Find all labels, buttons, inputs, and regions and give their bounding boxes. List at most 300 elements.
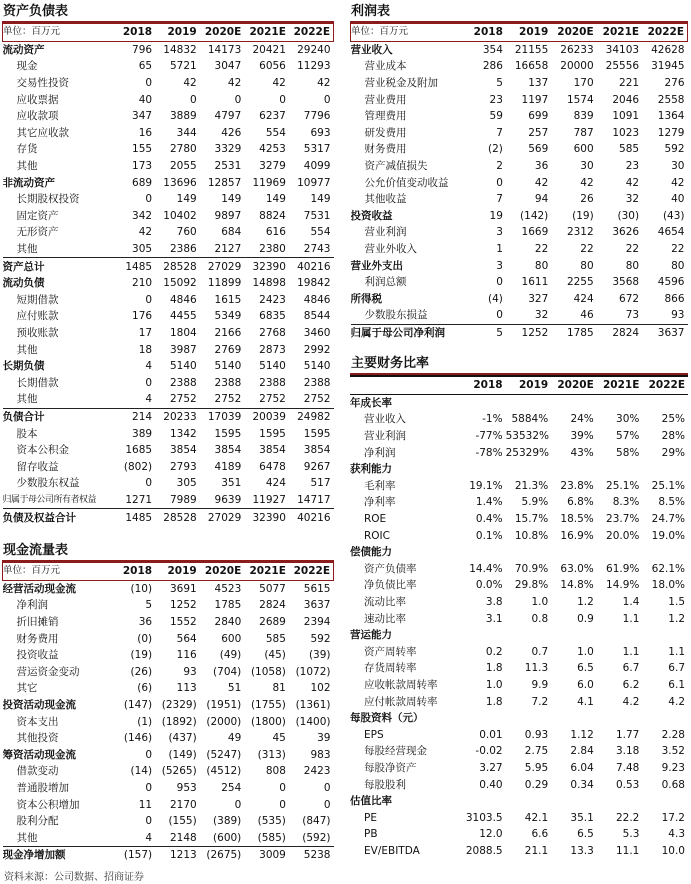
cell-value: 5884%: [511, 413, 549, 426]
cell-value: (600): [200, 830, 245, 847]
cell-value: (6): [137, 682, 153, 695]
cell-value: 42: [138, 226, 153, 239]
cell-value: 5238: [303, 849, 331, 862]
cell-value: 23.7%: [606, 513, 640, 526]
year-header: 2019: [155, 24, 200, 42]
cell-value: 6835: [259, 310, 286, 323]
cell-value: 2127: [200, 241, 245, 258]
cell-value: 23: [625, 160, 640, 173]
year-header: 2021E: [244, 24, 289, 42]
cell-value: 24982: [297, 410, 331, 423]
cell-value: 25%: [661, 413, 685, 426]
table-row: [3, 158, 334, 175]
cell-value: 19.1%: [469, 479, 503, 492]
cell-value: 0: [323, 798, 331, 811]
cell-value: 4846: [169, 293, 197, 306]
cell-value: 16.9%: [560, 529, 594, 542]
table-row: [3, 241, 334, 258]
cell-value: 2824: [259, 599, 286, 612]
cell-value: 6.5: [577, 662, 594, 675]
cell-value: 2046: [612, 93, 640, 106]
cell-value: 2386: [155, 241, 200, 258]
row-label: 投资活动现金流: [2, 699, 76, 712]
cell-value: 1.4: [622, 596, 640, 609]
cell-value: 30: [580, 160, 594, 173]
cell-value: 1.4%: [475, 496, 503, 509]
cell-value: 3.52: [661, 745, 685, 758]
table-row: [3, 830, 334, 847]
ratios-panel: [350, 356, 688, 859]
table-row: [3, 847, 334, 864]
cell-value: 21155: [514, 43, 549, 56]
cell-value: 20233: [163, 410, 197, 423]
row-label: 流动负债: [2, 277, 45, 290]
cell-value: 0.0%: [475, 579, 503, 592]
cell-value: 42.1: [524, 811, 549, 824]
row-label: 长期股权投资: [16, 193, 80, 206]
cell-value: 30%: [616, 413, 640, 426]
cell-value: 2558: [657, 93, 685, 106]
cell-value: 3637: [303, 599, 331, 612]
row-label: 营运资金变动: [16, 665, 80, 678]
cell-value: 12857: [207, 176, 242, 189]
cell-value: 42: [580, 176, 594, 189]
year-header: 2021E: [597, 376, 643, 394]
cell-value: 9897: [214, 209, 242, 222]
cell-value: 149: [221, 193, 242, 206]
cell-value: 4189: [214, 460, 242, 473]
table-row: [3, 747, 334, 764]
year-header: 2020E: [551, 24, 596, 42]
table-row: [350, 511, 688, 528]
table-row: [351, 307, 688, 324]
table-row: [351, 108, 688, 125]
cell-value: (146): [123, 732, 153, 745]
cell-value: 2992: [303, 343, 331, 356]
table-row: [351, 125, 688, 142]
cell-value: 11969: [252, 176, 286, 189]
cell-value: 3009: [259, 849, 286, 862]
table-row: [3, 308, 334, 325]
table-row: [3, 408, 334, 425]
row-label: PE: [364, 811, 377, 824]
cell-value: (4): [488, 292, 503, 305]
cell-value: 116: [176, 649, 197, 662]
cell-value: 592: [310, 632, 331, 645]
cell-value: 22.2: [615, 811, 640, 824]
cell-value: 6056: [259, 60, 286, 73]
cell-value: 1685: [125, 444, 153, 457]
cell-value: 26: [580, 193, 594, 206]
row-label: 其他投资: [16, 732, 59, 745]
cell-value: 5.95: [524, 761, 549, 774]
cell-value: 15092: [163, 277, 197, 290]
cell-value: 4: [145, 360, 153, 373]
table-row: [350, 478, 688, 495]
cell-value: 27029: [207, 260, 242, 273]
table-row: [350, 776, 688, 793]
section-heading: 营运能力: [350, 629, 392, 642]
cell-value: 2170: [169, 798, 197, 811]
cell-value: 39%: [570, 430, 594, 443]
cell-value: (313): [257, 748, 286, 761]
cell-value: 28528: [163, 260, 197, 273]
cell-value: 6.7: [668, 662, 685, 675]
cell-value: 1611: [521, 276, 549, 289]
cell-value: 173: [132, 160, 153, 173]
table-row: [350, 527, 688, 544]
cell-value: 170: [573, 77, 594, 90]
cell-value: 6.5: [577, 828, 594, 841]
cell-value: 2388: [303, 376, 331, 389]
year-header: 2018: [111, 563, 156, 581]
cell-value: 13.3: [570, 844, 594, 857]
row-label: 应收款项: [16, 110, 59, 123]
cell-value: 5140: [259, 360, 286, 373]
cell-value: 0.34: [570, 778, 594, 791]
row-label: 归属于母公司净利润: [350, 326, 445, 339]
cell-value: 42: [183, 77, 197, 90]
table-row: [3, 492, 334, 509]
row-label: 营业税金及附加: [364, 77, 438, 90]
cell-value: 3279: [259, 160, 286, 173]
cell-value: (2000): [206, 715, 242, 728]
cell-value: 2.75: [524, 745, 549, 758]
cell-value: 7.2: [531, 695, 549, 708]
table-header-row: [350, 376, 688, 394]
table-row: [350, 843, 688, 860]
cell-value: 689: [132, 176, 153, 189]
cell-value: 1.1: [668, 645, 685, 658]
cell-value: 2166: [214, 326, 242, 339]
cell-value: 0.1%: [475, 529, 503, 542]
unit-label: 单位：百万元: [3, 563, 111, 581]
cell-value: 1.8: [485, 695, 503, 708]
cell-value: (2675): [206, 849, 242, 862]
cell-value: 5721: [169, 60, 197, 73]
cell-value: 2423: [303, 765, 331, 778]
cell-value: 93: [183, 665, 197, 678]
cell-value: (5265): [161, 765, 197, 778]
table-row: [350, 760, 688, 777]
cell-value: 22: [534, 243, 549, 256]
row-label: 其它应收款: [16, 126, 69, 139]
row-label: 其他: [3, 830, 111, 847]
year-header: 2021E: [597, 24, 642, 42]
cell-value: 1.77: [615, 728, 640, 741]
table-row: [351, 324, 688, 341]
row-label: 净负债比率: [364, 579, 417, 592]
table-row: [3, 580, 334, 597]
cell-value: 24%: [570, 413, 594, 426]
cell-value: 15.7%: [514, 513, 549, 526]
cell-value: 1364: [657, 110, 685, 123]
table-row: [3, 597, 334, 614]
cell-value: 42: [671, 176, 685, 189]
cell-value: (4512): [206, 765, 242, 778]
row-label: 其他收益: [364, 193, 407, 206]
cell-value: -0.02: [475, 745, 503, 758]
year-header: 2018: [111, 24, 156, 42]
cell-value: 19: [489, 209, 503, 222]
cell-value: 31945: [651, 60, 685, 73]
cell-value: 839: [573, 110, 594, 123]
cell-value: 0.01: [479, 728, 503, 741]
year-header: 2019: [506, 376, 552, 394]
cell-value: 4253: [259, 143, 286, 156]
cell-value: 17: [138, 326, 153, 339]
year-header: 2022E: [642, 376, 688, 394]
income-title: 利润表: [351, 4, 391, 19]
cell-value: 0.9: [577, 612, 594, 625]
table-row: [3, 630, 334, 647]
cell-value: 113: [176, 682, 197, 695]
cell-value: 20421: [252, 43, 286, 56]
row-label: 交易性投资: [16, 77, 69, 90]
cell-value: 342: [132, 209, 153, 222]
cell-value: (592): [289, 830, 334, 847]
cell-value: -1%: [482, 413, 503, 426]
table-row: [3, 75, 334, 92]
row-label: 流动比率: [364, 596, 406, 609]
cell-value: 0: [145, 815, 153, 828]
cell-value: 7: [496, 126, 503, 139]
cell-value: 11899: [207, 277, 242, 290]
table-row: [3, 341, 334, 358]
year-header: 2019: [506, 24, 551, 42]
cell-value: 3047: [214, 60, 242, 73]
cell-value: 1.0: [485, 678, 503, 691]
cell-value: 29240: [297, 43, 331, 56]
cell-value: 616: [265, 226, 286, 239]
cell-value: 347: [132, 110, 153, 123]
section-heading: 获利能力: [350, 463, 392, 476]
row-label: 其他: [16, 160, 38, 173]
cell-value: 1574: [566, 93, 594, 106]
table-row: [350, 494, 688, 511]
cell-value: 24.7%: [651, 513, 685, 526]
cell-value: 569: [528, 143, 549, 156]
cell-value: 0.53: [615, 778, 640, 791]
cell-value: 3568: [612, 276, 640, 289]
cell-value: 0: [190, 93, 197, 106]
cell-value: 2752: [155, 391, 200, 408]
cell-value: 32: [625, 193, 640, 206]
cell-value: 2388: [259, 376, 286, 389]
row-label: 应收票据: [16, 93, 59, 106]
row-label: 速动比率: [364, 612, 406, 625]
year-header: 2020E: [551, 376, 597, 394]
section-heading: 估值比率: [350, 795, 392, 808]
table-row: [3, 174, 334, 191]
cell-value: 3.8: [485, 596, 503, 609]
cell-value: 0: [496, 276, 503, 289]
cell-value: 426: [221, 126, 242, 139]
cell-value: 4654: [657, 226, 685, 239]
cell-value: 787: [573, 126, 594, 139]
cell-value: 5615: [303, 582, 331, 595]
table-row: [3, 697, 334, 714]
cell-value: 1252: [521, 326, 549, 339]
cell-value: 517: [310, 477, 331, 490]
cell-value: 10977: [297, 176, 331, 189]
cell-value: 45: [272, 732, 286, 745]
cell-value: 155: [132, 143, 153, 156]
cell-value: 32: [506, 307, 551, 324]
table-row: [3, 391, 334, 408]
cell-value: 0: [234, 93, 242, 106]
cell-value: 5.9%: [521, 496, 549, 509]
cell-value: 137: [528, 77, 549, 90]
cell-value: 2055: [169, 160, 197, 173]
cell-value: (2): [488, 143, 503, 156]
cell-value: 11293: [297, 60, 331, 73]
cell-value: 0.29: [524, 778, 549, 791]
cell-value: 10402: [163, 209, 197, 222]
cell-value: 94: [534, 193, 549, 206]
row-label: 营业费用: [364, 93, 407, 106]
cell-value: 6.8%: [567, 496, 594, 509]
table-row: [351, 224, 688, 241]
cell-value: 61.9%: [606, 562, 640, 575]
cell-value: (45): [264, 649, 286, 662]
row-label: 存货周转率: [364, 662, 417, 675]
cell-value: (437): [168, 732, 197, 745]
row-label: 固定资产: [16, 209, 59, 222]
table-row: [3, 125, 334, 142]
row-label: 预收账款: [16, 326, 59, 339]
cell-value: 2743: [289, 241, 334, 258]
cell-value: 14.4%: [469, 562, 503, 575]
cell-value: 11.1: [615, 844, 640, 857]
cell-value: 39: [317, 732, 331, 745]
cell-value: 81: [272, 682, 286, 695]
row-label: 每股经营现金: [364, 745, 427, 758]
table-row: [350, 577, 688, 594]
cell-value: (142): [520, 209, 549, 222]
cell-value: 9639: [200, 492, 245, 509]
cell-value: 4.2: [668, 695, 685, 708]
cell-value: 6.0: [577, 678, 594, 691]
row-label: 财务费用: [16, 632, 59, 645]
cell-value: 46: [551, 307, 596, 324]
cell-value: 5: [496, 326, 503, 339]
table-row: [3, 614, 334, 631]
cell-value: 42: [625, 176, 640, 189]
section-heading-row: [350, 544, 688, 561]
cell-value: 1485: [125, 260, 153, 273]
table-row: [3, 475, 334, 492]
row-label: 营业利润: [364, 226, 407, 239]
row-label: EPS: [364, 728, 384, 741]
cell-value: 80: [580, 259, 594, 272]
row-label: ROE: [364, 513, 387, 526]
cell-value: 1342: [169, 427, 197, 440]
cell-value: 354: [482, 43, 503, 56]
row-label: 负债及权益合计: [2, 511, 76, 524]
row-label: 少数股东权益: [16, 477, 80, 490]
row-label: 所得税: [350, 292, 382, 305]
table-row: [3, 763, 334, 780]
cell-value: 11: [138, 798, 153, 811]
cell-value: 22: [671, 243, 685, 256]
cell-value: 25.1%: [606, 479, 640, 492]
section-heading: 年成长率: [350, 396, 392, 409]
cell-value: 5077: [259, 582, 286, 595]
cell-value: 0.4%: [475, 513, 503, 526]
cell-value: 2.28: [661, 728, 685, 741]
cell-value: 4: [111, 830, 156, 847]
cell-value: 57%: [616, 430, 640, 443]
cell-value: 866: [664, 292, 685, 305]
cell-value: 2148: [155, 830, 200, 847]
income-table: [350, 23, 688, 341]
cell-value: 16: [138, 126, 153, 139]
cell-value: 14173: [207, 43, 242, 56]
table-row: [350, 743, 688, 760]
cell-value: 693: [310, 126, 331, 139]
cell-value: 585: [265, 632, 286, 645]
cell-value: (704): [213, 665, 242, 678]
section-heading: 每股资料（元）: [350, 712, 424, 725]
year-header: 2022E: [289, 24, 334, 42]
row-label: 资产负债率: [364, 562, 417, 575]
table-header-row: [3, 24, 334, 42]
cell-value: 3.27: [479, 761, 503, 774]
cell-value: 424: [573, 292, 594, 305]
cell-value: 10.8%: [514, 529, 549, 542]
cell-value: 0: [323, 782, 331, 795]
cell-value: 1615: [214, 293, 242, 306]
table-row: [3, 664, 334, 681]
cell-value: 0: [145, 782, 153, 795]
cell-value: 42: [534, 176, 549, 189]
cell-value: 7796: [303, 110, 331, 123]
cell-value: 0: [145, 193, 153, 206]
cell-value: 5140: [169, 360, 197, 373]
cashflow-panel: [2, 543, 334, 864]
cell-value: (147): [123, 699, 153, 712]
cell-value: 40: [671, 193, 685, 206]
cell-value: 2312: [566, 226, 594, 239]
cell-value: 0: [145, 77, 153, 90]
cell-value: 18.5%: [560, 513, 594, 526]
cell-value: 1.2: [577, 596, 594, 609]
row-label: 流动资产: [2, 43, 45, 56]
cell-value: 7531: [303, 209, 331, 222]
row-label: 其他: [16, 343, 38, 356]
cell-value: 4797: [214, 110, 242, 123]
cell-value: 684: [221, 226, 242, 239]
row-label: 非流动资产: [2, 176, 55, 189]
cell-value: (0): [137, 632, 153, 645]
cell-value: 0: [145, 376, 153, 389]
row-label: 营业利润: [364, 430, 406, 443]
cell-value: (149): [168, 748, 197, 761]
year-header: 2018: [461, 24, 506, 42]
cell-value: 16658: [514, 60, 549, 73]
cell-value: 14898: [252, 277, 286, 290]
row-label: 现金净增加额: [2, 849, 66, 862]
cell-value: 4099: [303, 160, 331, 173]
cell-value: 2531: [214, 160, 242, 173]
cell-value: 102: [310, 682, 331, 695]
cell-value: 2380: [244, 241, 289, 258]
cell-value: 7: [496, 193, 503, 206]
row-label: ROIC: [364, 529, 390, 542]
table-row: [3, 780, 334, 797]
cell-value: 5: [145, 599, 153, 612]
